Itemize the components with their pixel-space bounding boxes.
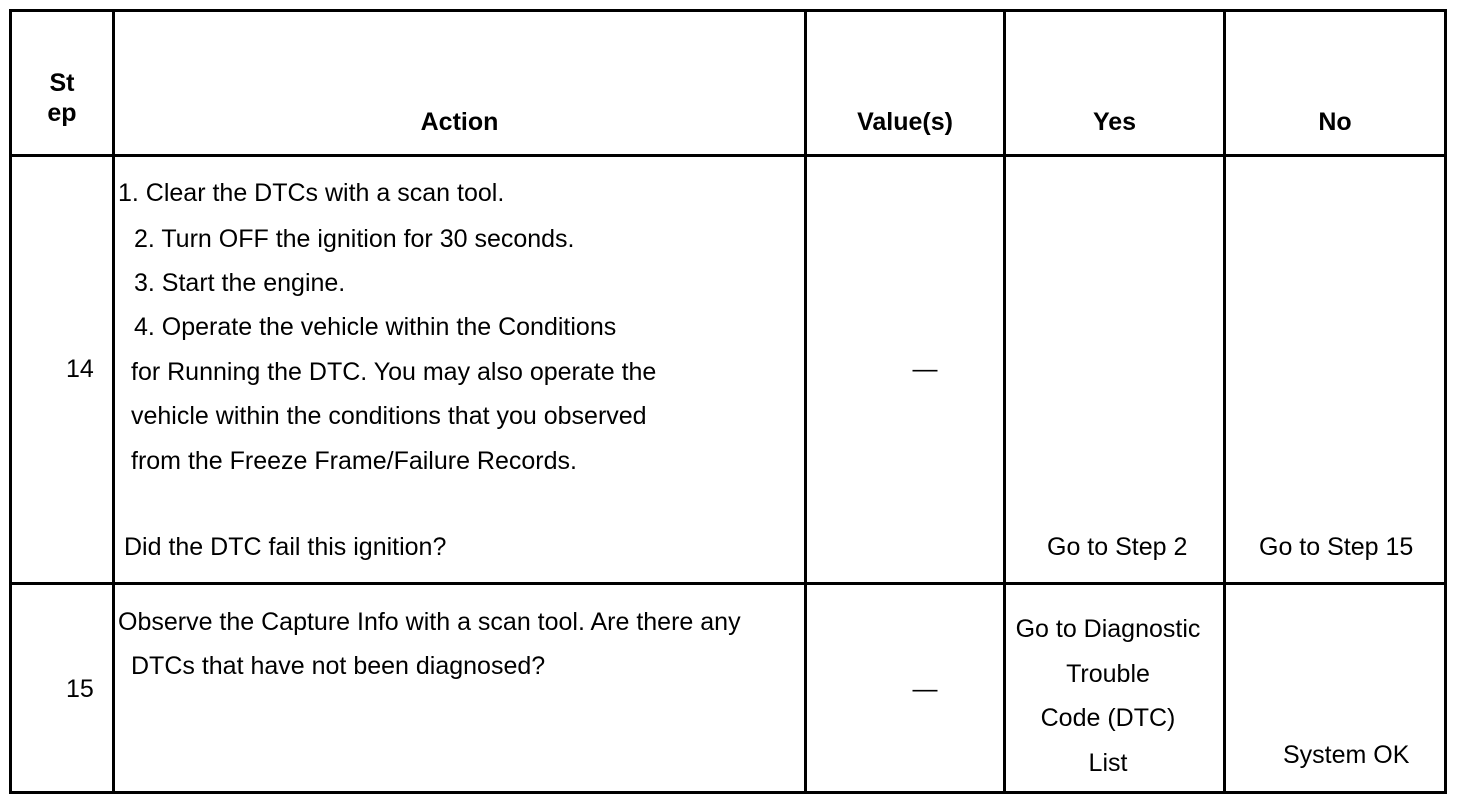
row-divider — [9, 154, 1447, 157]
yes-outcome: Go to Step 2 — [1047, 533, 1188, 561]
table-border-right — [1444, 9, 1447, 794]
action-line: for Running the DTC. You may also operate the — [131, 358, 657, 386]
action-line: 2. Turn OFF the ignition for 30 seconds. — [134, 225, 575, 253]
header-step-line: St — [49, 69, 75, 97]
header-no: No — [1318, 108, 1352, 136]
yes-outcome — [1006, 607, 1210, 785]
row-divider — [9, 582, 1447, 585]
no-outcome: Go to Step 15 — [1259, 533, 1414, 561]
header-step-line: ep — [47, 99, 77, 127]
yes-outcome-line: Code (DTC) — [1040, 704, 1176, 732]
header-values: Value(s) — [857, 108, 953, 136]
header-action: Action — [420, 108, 499, 136]
value-dash: — — [912, 675, 938, 703]
action-line: 3. Start the engine. — [134, 269, 346, 297]
value-dash: — — [912, 355, 938, 383]
yes-outcome-line: List — [1088, 748, 1128, 777]
action-line: DTCs that have not been diagnosed? — [131, 652, 546, 680]
header-yes: Yes — [1092, 108, 1137, 136]
action-line: Observe the Capture Info with a scan tool. Are there any — [118, 608, 741, 636]
action-line: vehicle within the conditions that you observed — [131, 402, 647, 430]
step-number: 14 — [66, 355, 94, 383]
action-question: Did the DTC fail this ignition? — [124, 533, 447, 561]
yes-outcome-line: Go to Diagnostic — [1015, 615, 1201, 643]
no-outcome: System OK — [1283, 741, 1410, 769]
table-border-bottom — [9, 791, 1447, 794]
table-border-top — [9, 9, 1447, 12]
yes-outcome-line: Trouble — [1066, 659, 1150, 688]
action-line: 4. Operate the vehicle within the Conditions — [134, 313, 617, 341]
action-line: 1. Clear the DTCs with a scan tool. — [118, 179, 505, 207]
action-line: from the Freeze Frame/Failure Records. — [131, 447, 577, 475]
header-step — [12, 68, 112, 128]
step-number: 15 — [66, 675, 94, 703]
